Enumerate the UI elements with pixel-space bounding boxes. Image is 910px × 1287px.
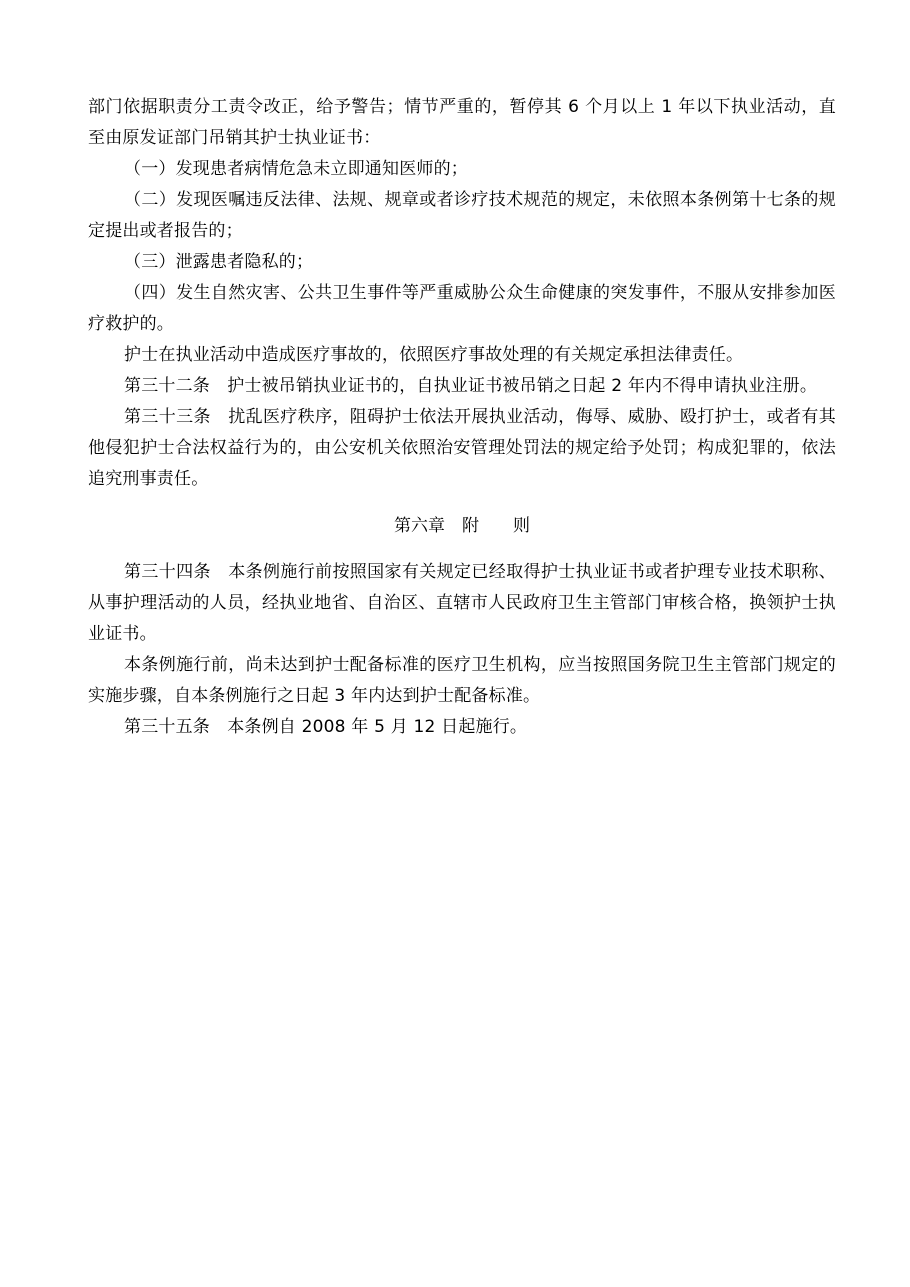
paragraph-continuation: 部门依据职责分工责令改正，给予警告；情节严重的，暂停其 6 个月以上 1 年以下执业活动，直至由原发证部门吊销其护士执业证书：: [88, 97, 836, 148]
list-item-2: （二）发现医嘱违反法律、法规、规章或者诊疗技术规范的规定，未依照本条例第十七条的规定提出或者报告的；: [88, 190, 836, 241]
document-body: [88, 92, 836, 743]
paragraph-liability: 护士在执业活动中造成医疗事故的，依照医疗事故处理的有关规定承担法律责任。: [124, 345, 744, 365]
list-item-1: （一）发现患者病情危急未立即通知医师的；: [124, 159, 468, 179]
article-32: 第三十二条 护士被吊销执业证书的，自执业证书被吊销之日起 2 年内不得申请执业注册。: [124, 376, 818, 396]
list-item-3: （三）泄露患者隐私的；: [124, 252, 314, 272]
list-item-4: （四）发生自然灾害、公共卫生事件等严重威胁公众生命健康的突发事件，不服从安排参加医疗救护的。: [88, 283, 836, 334]
article-33: 第三十三条 扰乱医疗秩序，阻碍护士依法开展执业活动，侮辱、威胁、殴打护士，或者有其他侵犯护士合法权益行为的，由公安机关依照治安管理处罚法的规定给予处罚；构成犯罪的，依法追究刑事责任。: [88, 407, 836, 489]
chapter-heading: 第六章 附 则: [394, 515, 530, 536]
article-34: 第三十四条 本条例施行前按照国家有关规定已经取得护士执业证书或者护理专业技术职称、从事护理活动的人员，经执业地省、自治区、直辖市人民政府卫生主管部门审核合格，换领护士执业证书。: [88, 562, 836, 644]
article-35: 第三十五条 本条例自 2008 年 5 月 12 日起施行。: [124, 717, 528, 737]
paragraph-staffing-standard: 本条例施行前，尚未达到护士配备标准的医疗卫生机构，应当按照国务院卫生主管部门规定的实施步骤，自本条例施行之日起 3 年内达到护士配备标准。: [88, 655, 836, 706]
